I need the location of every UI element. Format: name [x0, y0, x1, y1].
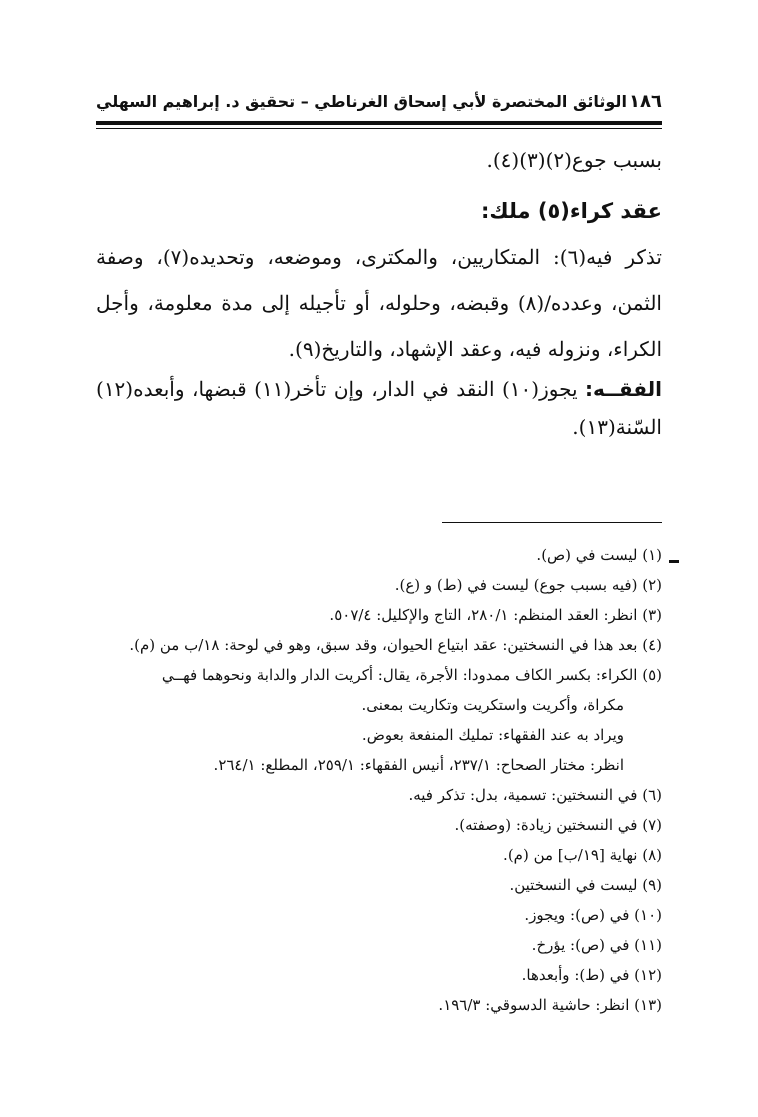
continuation-line: بسبب جوع(٢)(٣)(٤).	[486, 148, 662, 172]
footnote: (١١) في (ص): يؤرخ.	[531, 936, 662, 954]
running-header-title: الوثائق المختصرة لأبي إسحاق الغرناطي – تحقيق د. إبراهيم السهلي	[96, 91, 627, 111]
footnote-continuation: ويراد به عند الفقهاء: تمليك المنفعة بعوض.	[361, 726, 624, 744]
footnote: (٥) الكراء: بكسر الكاف ممدودا: الأجرة، يقال: أكريت الدار والدابة ونحوهما فهــي	[161, 666, 662, 684]
footnote: (٩) ليست في النسختين.	[509, 876, 662, 894]
margin-mark	[669, 560, 679, 563]
footnote-separator	[442, 522, 662, 523]
footnote: (١) ليست في (ص).	[536, 546, 662, 564]
paragraph-fiqh	[96, 370, 662, 446]
running-header	[96, 88, 662, 114]
header-rule-thick	[96, 121, 662, 125]
footnote-continuation: مكراة، وأكريت واستكريت وتكاريت بمعنى.	[361, 696, 624, 714]
paragraph-contract-contents: تذكر فيه(٦): المتكاريين، والمكترى، وموضعه، وتحديده(٧)، وصفة الثمن، وعدده/(٨) وقبضه، وحلوله، أو تأجيله إلى مدة معلومة، وأجل الكراء، ونزوله فيه، وعقد الإشهاد، والتاريخ(٩).	[96, 245, 662, 361]
footnote: (١٣) انظر: حاشية الدسوقي: ١٩٦/٣.	[438, 996, 662, 1014]
footnote: (٧) في النسختين زيادة: (وصفته).	[454, 816, 662, 834]
footnote: (٢) (فيه بسبب جوع) ليست في (ط) و (ع).	[394, 576, 662, 594]
footnote: (٤) بعد هذا في النسختين: عقد ابتياع الحيوان، وقد سبق، وهو في لوحة: ١٨/ب من (م).	[129, 636, 662, 654]
footnote: (٦) في النسختين: تسمية، بدل: تذكر فيه.	[408, 786, 662, 804]
footnote-continuation: انظر: مختار الصحاح: ٢٣٧/١، أنيس الفقهاء: ٢٥٩/١، المطلع: ٢٦٤/١.	[213, 756, 624, 774]
footnote: (٣) انظر: العقد المنظم: ٢٨٠/١، التاج والإكليل: ٥٠٧/٤.	[329, 606, 662, 624]
footnotes	[96, 540, 662, 1020]
footnote: (١٢) في (ط): وأبعدها.	[521, 966, 662, 984]
section-heading: عقد كراء(٥) ملك:	[481, 199, 662, 223]
header-rule-thin	[96, 128, 662, 129]
fiqh-text: يجوز(١٠) النقد في الدار، وإن تأخر(١١) قبضها، وأبعده(١٢) السّنة(١٣).	[96, 377, 662, 439]
footnote: (١٠) في (ص): ويجوز.	[524, 906, 662, 924]
footnote: (٨) نهاية [١٩/ب] من (م).	[503, 846, 662, 864]
fiqh-label: الفقــه:	[585, 377, 662, 401]
page-number: ١٨٦	[629, 90, 662, 112]
